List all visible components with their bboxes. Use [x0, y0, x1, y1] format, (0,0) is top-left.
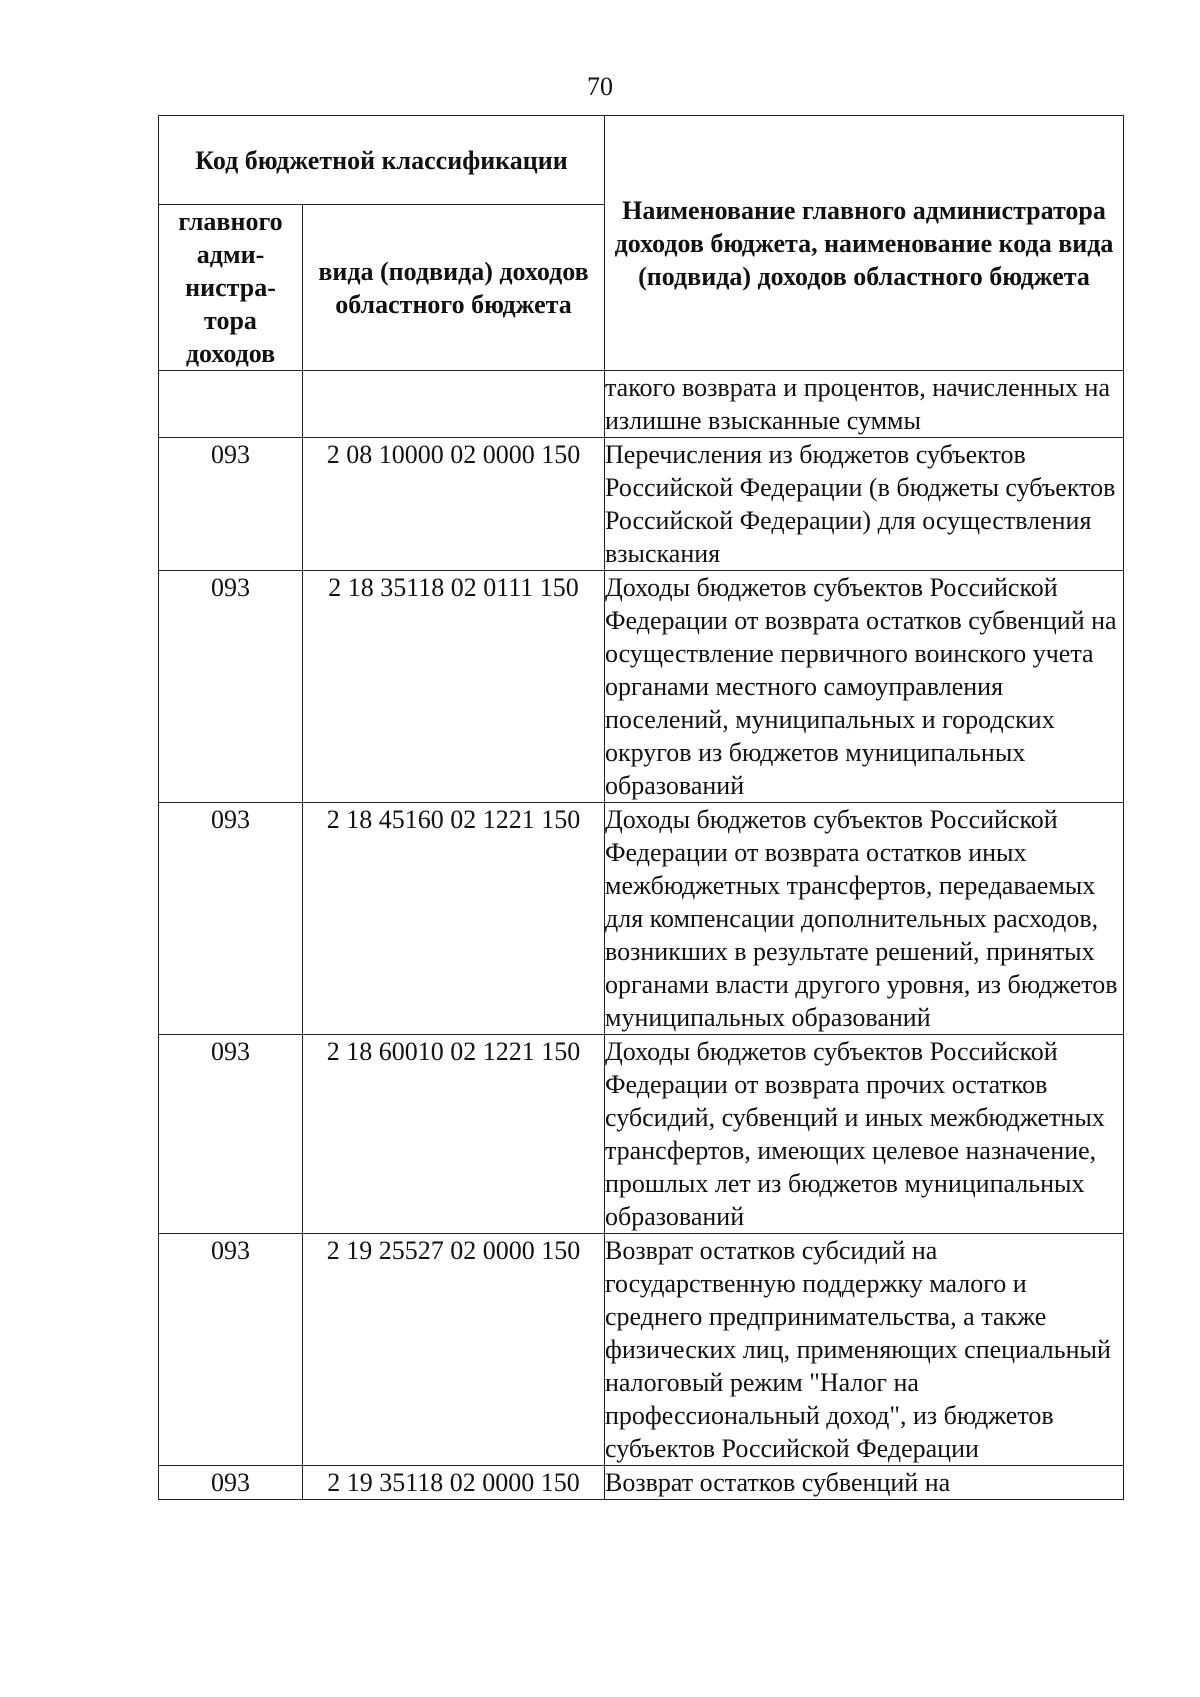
revenue-code-cell: 2 19 35118 02 0000 150	[303, 1466, 605, 1500]
budget-classification-table	[158, 115, 1124, 1500]
revenue-code-cell: 2 18 45160 02 1221 150	[303, 803, 605, 1035]
table-row	[159, 571, 1124, 803]
revenue-code-cell: 2 19 25527 02 0000 150	[303, 1234, 605, 1466]
revenue-name-cell: Доходы бюджетов субъектов Российской Федерации от возврата остатков иных межбюджетных трансфертов, передаваемых для компенсации дополнительных расходов, возникших в результате решений, принятых органами власти другого уровня, из бюджетов муниципальных образований	[605, 803, 1124, 1035]
admin-code-cell	[159, 371, 303, 438]
table-row	[159, 803, 1124, 1035]
revenue-name-cell: Доходы бюджетов субъектов Российской Федерации от возврата прочих остатков субсидий, субвенций и иных межбюджетных трансфертов, имеющих целевое назначение, прошлых лет из бюджетов муниципальных образований	[605, 1035, 1124, 1234]
table-row	[159, 371, 1124, 438]
table-row	[159, 1466, 1124, 1500]
admin-code-cell: 093	[159, 571, 303, 803]
header-revenue-type-column: вида (подвида) доходов областного бюджета	[303, 205, 605, 371]
header-budget-classification-code: Код бюджетной классификации	[159, 116, 605, 205]
revenue-name-cell: Возврат остатков субвенций на	[605, 1466, 1124, 1500]
revenue-code-cell: 2 08 10000 02 0000 150	[303, 438, 605, 571]
header-admin-code-column: главного адми-нистра-тора доходов	[159, 205, 303, 371]
header-name-column: Наименование главного администратора доходов бюджета, наименование кода вида (подвида) доходов областного бюджета	[605, 116, 1124, 371]
page-number: 70	[587, 72, 613, 101]
revenue-code-cell	[303, 371, 605, 438]
table-row	[159, 1035, 1124, 1234]
admin-code-cell: 093	[159, 438, 303, 571]
admin-code-cell: 093	[159, 1466, 303, 1500]
table-row	[159, 1234, 1124, 1466]
admin-code-cell: 093	[159, 1234, 303, 1466]
revenue-code-cell: 2 18 60010 02 1221 150	[303, 1035, 605, 1234]
revenue-name-cell: Доходы бюджетов субъектов Российской Федерации от возврата остатков субвенций на осуществление первичного воинского учета органами местного самоуправления поселений, муниципальных и городских округов из бюджетов муниципальных образований	[605, 571, 1124, 803]
admin-code-cell: 093	[159, 1035, 303, 1234]
revenue-name-cell: такого возврата и процентов, начисленных на излишне взысканные суммы	[605, 371, 1124, 438]
revenue-code-cell: 2 18 35118 02 0111 150	[303, 571, 605, 803]
admin-code-cell: 093	[159, 803, 303, 1035]
revenue-name-cell: Перечисления из бюджетов субъектов Российской Федерации (в бюджеты субъектов Российской Федерации) для осуществления взыскания	[605, 438, 1124, 571]
revenue-name-cell: Возврат остатков субсидий на государственную поддержку малого и среднего предпринимательства, а также физических лиц, применяющих специальный налоговый режим "Налог на профессиональный доход", из бюджетов субъектов Российской Федерации	[605, 1234, 1124, 1466]
table-row	[159, 438, 1124, 571]
